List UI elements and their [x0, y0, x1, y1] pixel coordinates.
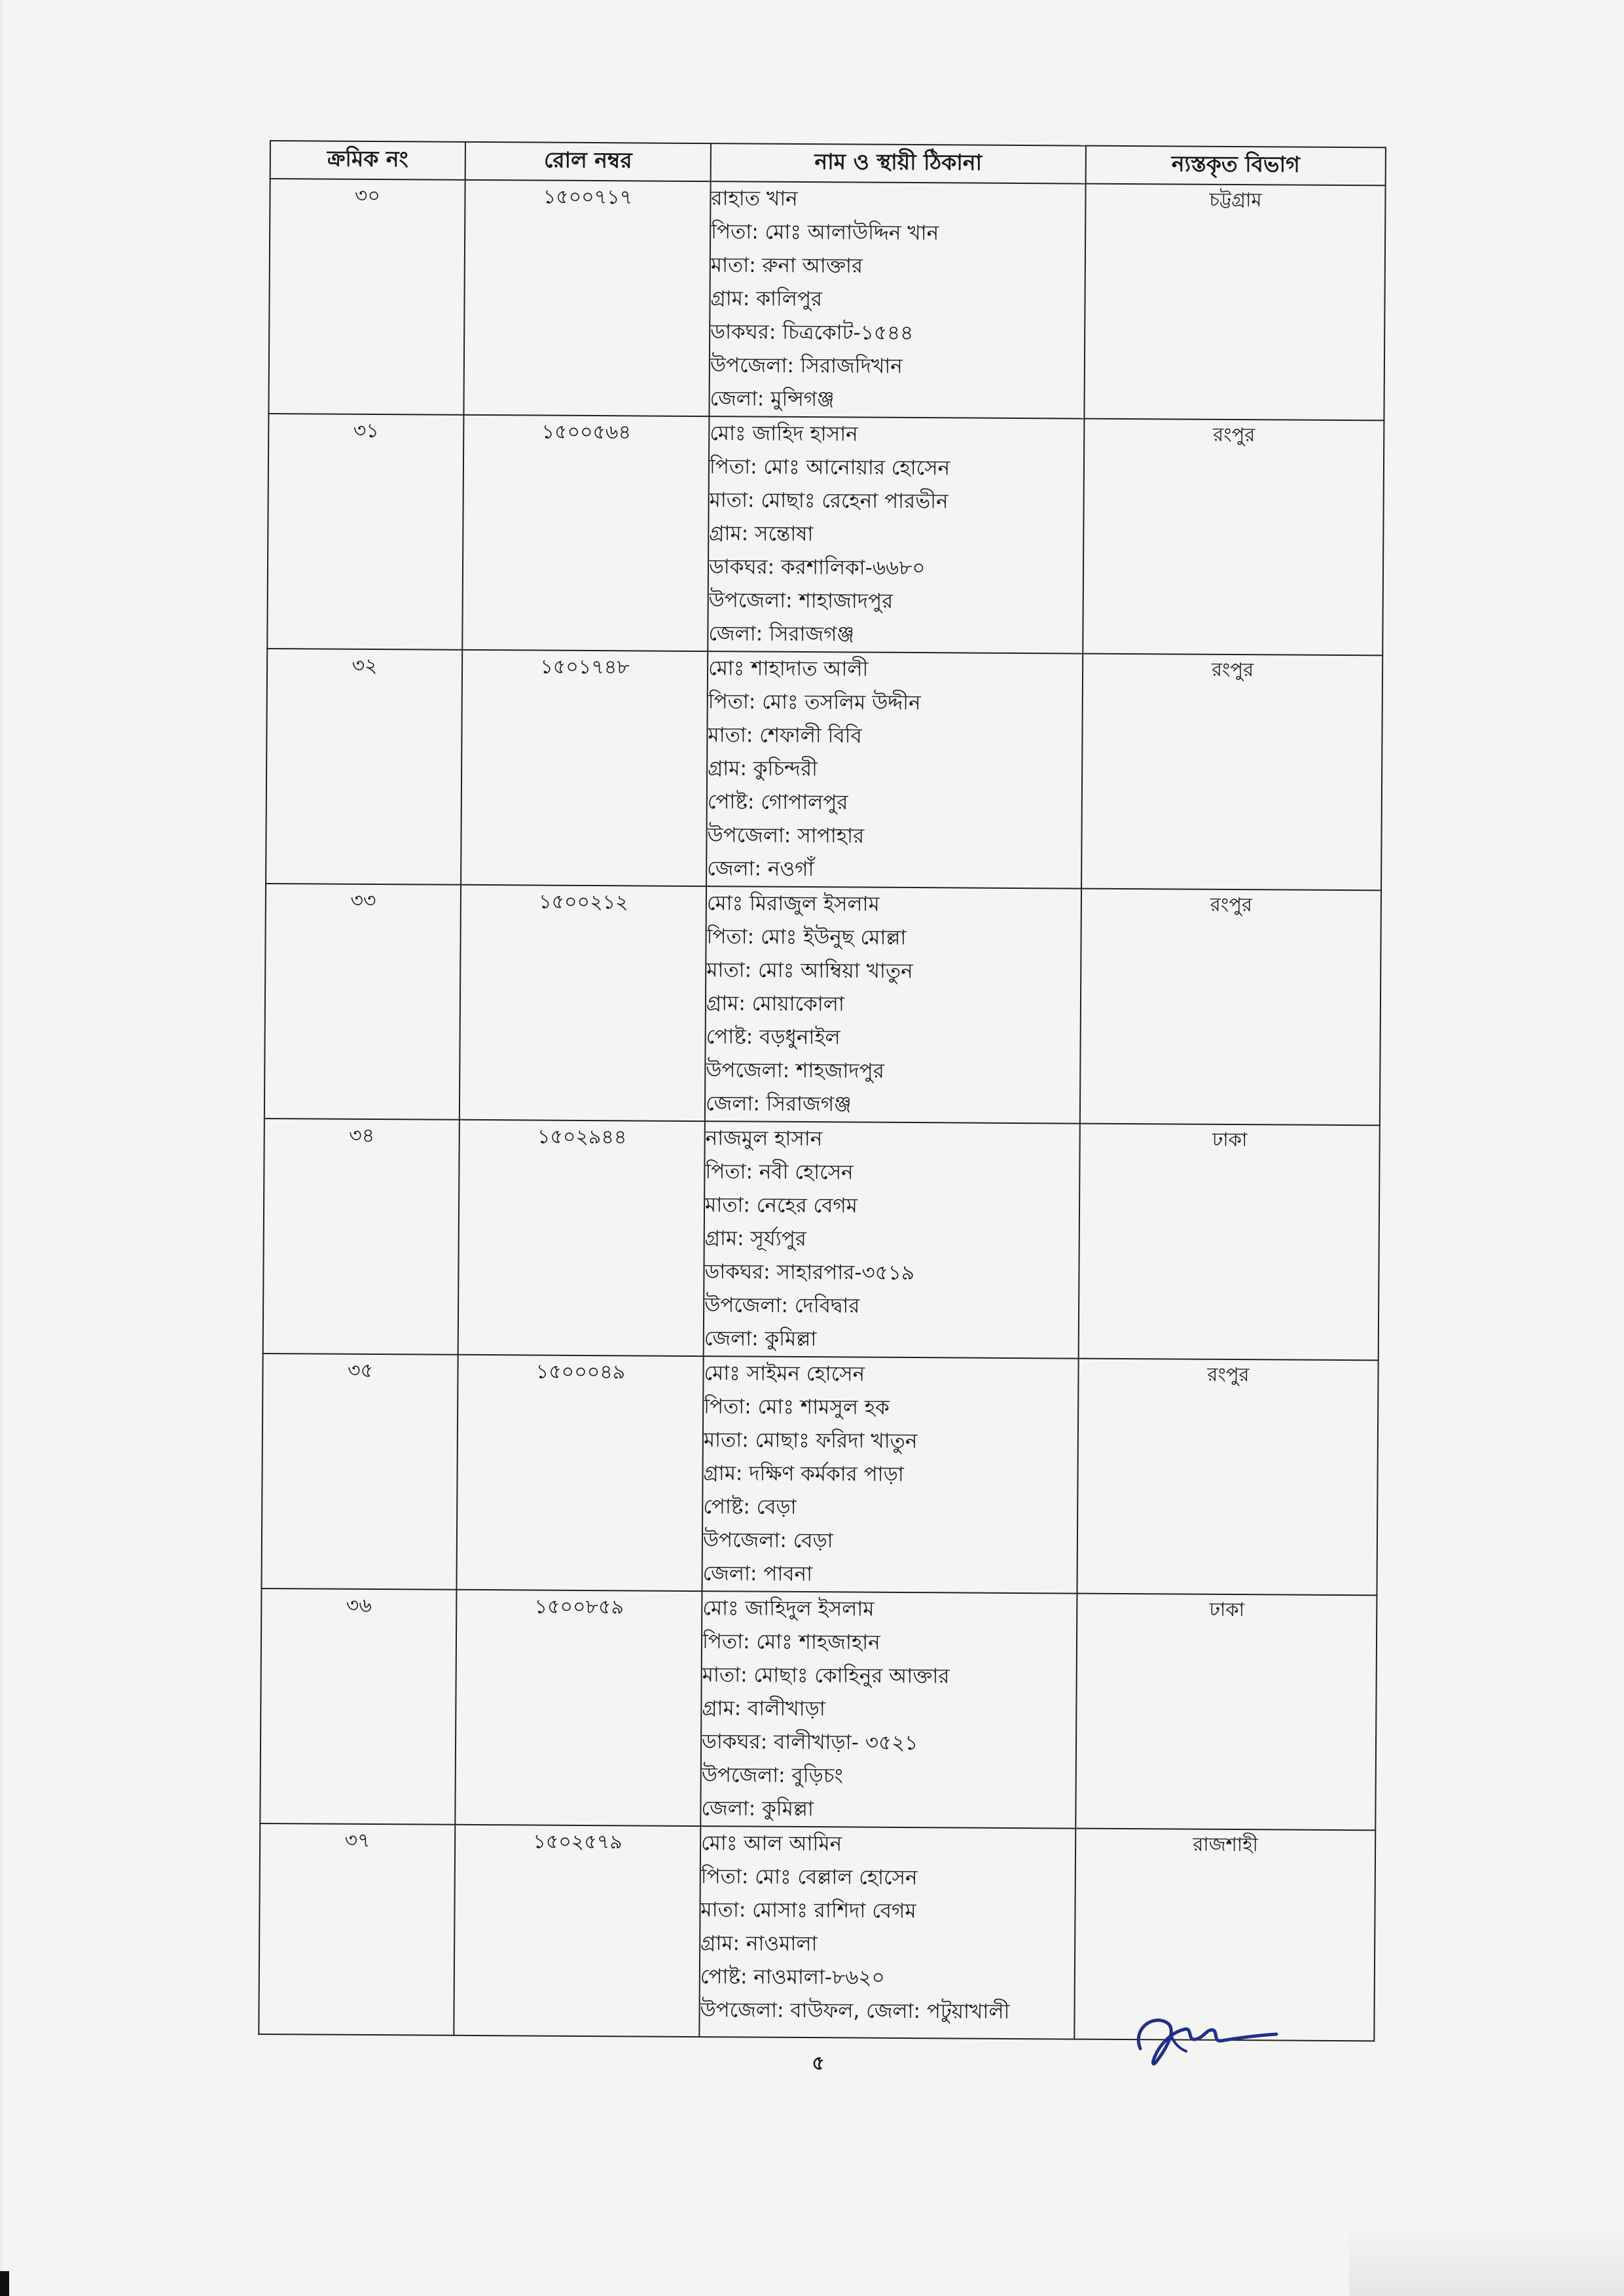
- table-row: [266, 649, 1382, 890]
- address-line: গ্রাম: সন্তোষা: [709, 522, 814, 547]
- page-number: ৫: [812, 2052, 825, 2075]
- table-row: [267, 414, 1384, 655]
- address-line: উপজেলা: বেড়া: [702, 1528, 833, 1553]
- address-line: মাতা: মোছাঃ কোহিনুর আক্তার: [702, 1663, 950, 1689]
- cell-serial: ৩৩: [264, 884, 461, 1120]
- address-line: ডাকঘর: বালীখাড়া- ৩৫২১: [701, 1730, 918, 1755]
- address-line: ডাকঘর: চিত্রকোট-১৫৪৪: [710, 320, 914, 346]
- address-line: মোঃ মিরাজুল ইসলাম: [706, 891, 880, 916]
- address-line: মোঃ আল আমিন: [701, 1831, 842, 1856]
- cell-roll: ১৫০০২১২: [460, 885, 706, 1121]
- cell-name-address: [708, 416, 1084, 653]
- address-line: মাতা: মোঃ আম্বিয়া খাতুন: [706, 958, 913, 984]
- cell-serial: ৩৭: [259, 1823, 455, 2036]
- address-line: গ্রাম: সূর্য্যপুর: [704, 1227, 807, 1251]
- address-line: গ্রাম: নাওমালা: [700, 1931, 818, 1956]
- table-header-row: [270, 141, 1386, 185]
- address-line: গ্রাম: কালিপুর: [710, 287, 823, 312]
- address-line: পোষ্ট: গোপালপুর: [707, 790, 848, 815]
- table-row: [261, 1354, 1378, 1595]
- address-line: পিতা: মোঃ আলাউদ্দিন খান: [711, 220, 939, 245]
- cell-serial: ৩০: [268, 179, 465, 415]
- header-name-address: নাম ও স্থায়ী ঠিকানা: [711, 143, 1086, 183]
- cell-division: চট্টগ্রাম: [1084, 184, 1385, 421]
- cell-roll: ১৫০০৫৬৪: [462, 415, 709, 651]
- cell-name-address: [705, 886, 1081, 1123]
- address-line: উপজেলা: সিরাজদিখান: [710, 353, 903, 378]
- cell-name-address: [702, 1356, 1078, 1593]
- cell-division: রংপুর: [1077, 1359, 1378, 1596]
- address-line: মোঃ জাহিদুল ইসলাম: [702, 1596, 875, 1621]
- address-line: জেলা: কুমিল্লা: [701, 1797, 814, 1821]
- address-line: গ্রাম: কুচিন্দরী: [708, 757, 818, 781]
- address-line: গ্রাম: বালীখাড়া: [702, 1696, 825, 1721]
- address-line: ডাকঘর: করশালিকা-৬৬৮০: [708, 555, 926, 581]
- address-line: উপজেলা: শাহাজাদপুর: [708, 588, 893, 613]
- cell-serial: ৩১: [267, 414, 463, 650]
- address-line: পিতা: মোঃ শামসুল হক: [704, 1395, 890, 1420]
- cell-division: রংপুর: [1080, 889, 1381, 1126]
- address-line: পিতা: মোঃ আনোয়ার হোসেন: [709, 455, 950, 480]
- address-line: পিতা: নবী হোসেন: [705, 1160, 854, 1185]
- address-line: পোষ্ট: নাওমালা-৮৬২০: [700, 1965, 885, 1990]
- address-line: মাতা: মোছাঃ রেহেনা পারভীন: [709, 488, 948, 514]
- address-line: উপজেলা: শাহজাদপুর: [706, 1058, 884, 1083]
- scan-corner-mark: [0, 2271, 9, 2296]
- address-line: জেলা: নওগাঁ: [707, 857, 814, 882]
- address-line: পিতা: মোঃ শাহজাহান: [702, 1630, 880, 1655]
- address-line: মাতা: মোছাঃ ফরিদা খাতুন: [703, 1428, 918, 1454]
- cell-serial: ৩২: [266, 649, 462, 885]
- page-edge-shadow: [0, 0, 4, 2296]
- address-line: মাতা: নেহের বেগম: [704, 1193, 858, 1218]
- address-line: পিতা: মোঃ ইউনুছ মোল্লা: [706, 925, 907, 950]
- cell-roll: ১৫০০৮৫৯: [455, 1590, 702, 1826]
- cell-division: রংপুর: [1081, 654, 1382, 891]
- address-line: জেলা: সিরাজগঞ্জ: [708, 622, 855, 647]
- page-curl-shadow: [1349, 2225, 1624, 2296]
- address-line: উপজেলা: দেবিদ্বার: [704, 1293, 860, 1318]
- address-line: জেলা: সিরাজগঞ্জ: [705, 1092, 852, 1117]
- cell-serial: ৩৪: [263, 1119, 460, 1355]
- cell-division: রাজশাহী: [1074, 1829, 1375, 2041]
- address-line: উপজেলা: সাপাহার: [707, 823, 865, 848]
- address-line: গ্রাম: দক্ষিণ কর্মকার পাড়া: [703, 1462, 904, 1486]
- cell-roll: ১৫০১৭৪৮: [461, 650, 708, 886]
- address-line: জেলা: কুমিল্লা: [704, 1327, 817, 1352]
- address-line: মাতা: শেফালী বিবি: [708, 723, 862, 748]
- address-line: পিতা: মোঃ তসলিম উদ্দীন: [708, 690, 921, 715]
- table-row: [263, 1119, 1380, 1360]
- address-line: গ্রাম: মোয়াকোলা: [706, 992, 845, 1016]
- cell-name-address: [709, 181, 1085, 418]
- table-row: [264, 884, 1381, 1125]
- address-line: নাজমুল হাসান: [705, 1126, 823, 1151]
- cell-serial: ৩৫: [261, 1354, 458, 1590]
- table-row: [268, 179, 1385, 420]
- cell-roll: ১৫০০০৪৯: [456, 1355, 703, 1591]
- address-line: মোঃ শাহাদাত আলী: [708, 656, 869, 681]
- address-line: ডাকঘর: সাহারপার-৩৫১৯: [704, 1260, 915, 1285]
- address-line: মোঃ জাহিদ হাসান: [710, 422, 858, 446]
- address-line: পিতা: মোঃ বেল্লাল হোসেন: [700, 1865, 918, 1890]
- cell-serial: ৩৬: [260, 1588, 456, 1825]
- address-line: পোষ্ট: বড়ধুনাইল: [706, 1025, 840, 1050]
- header-roll: রোল নম্বর: [465, 142, 711, 181]
- cell-name-address: [704, 1121, 1080, 1358]
- header-serial: ক্রমিক নং: [270, 141, 465, 180]
- cell-division: ঢাকা: [1079, 1124, 1380, 1361]
- signature-icon: [1126, 2003, 1283, 2075]
- cell-roll: ১৫০০৭১৭: [463, 180, 710, 416]
- cell-name-address: [706, 651, 1083, 888]
- address-line: জেলা: পাবনা: [702, 1562, 813, 1587]
- address-line: জেলা: মুন্সিগঞ্জ: [710, 387, 835, 412]
- address-line: মাতা: রুনা আক্তার: [710, 253, 863, 278]
- address-line: মোঃ সাইমন হোসেন: [704, 1361, 865, 1386]
- address-line: উপজেলা: বুড়িচং: [701, 1763, 843, 1788]
- table-row: [260, 1588, 1377, 1830]
- cell-division: রংপুর: [1083, 419, 1384, 656]
- cell-roll: ১৫০২৯৪৪: [458, 1120, 705, 1356]
- address-line: উপজেলা: বাউফল, জেলা: পটুয়াখালী: [700, 1998, 1010, 2024]
- cell-name-address: [700, 1591, 1077, 1828]
- address-line: মাতা: মোসাঃ রাশিদা বেগম: [700, 1898, 916, 1924]
- candidate-table: [258, 140, 1386, 2041]
- cell-name-address: [699, 1826, 1075, 2039]
- address-line: পোষ্ট: বেড়া: [703, 1495, 797, 1519]
- cell-division: ঢাকা: [1075, 1594, 1377, 1831]
- cell-roll: ১৫০২৫৭৯: [454, 1825, 700, 2037]
- address-line: রাহাত খান: [711, 187, 798, 211]
- header-division: ন্যস্তকৃত বিভাগ: [1086, 146, 1386, 186]
